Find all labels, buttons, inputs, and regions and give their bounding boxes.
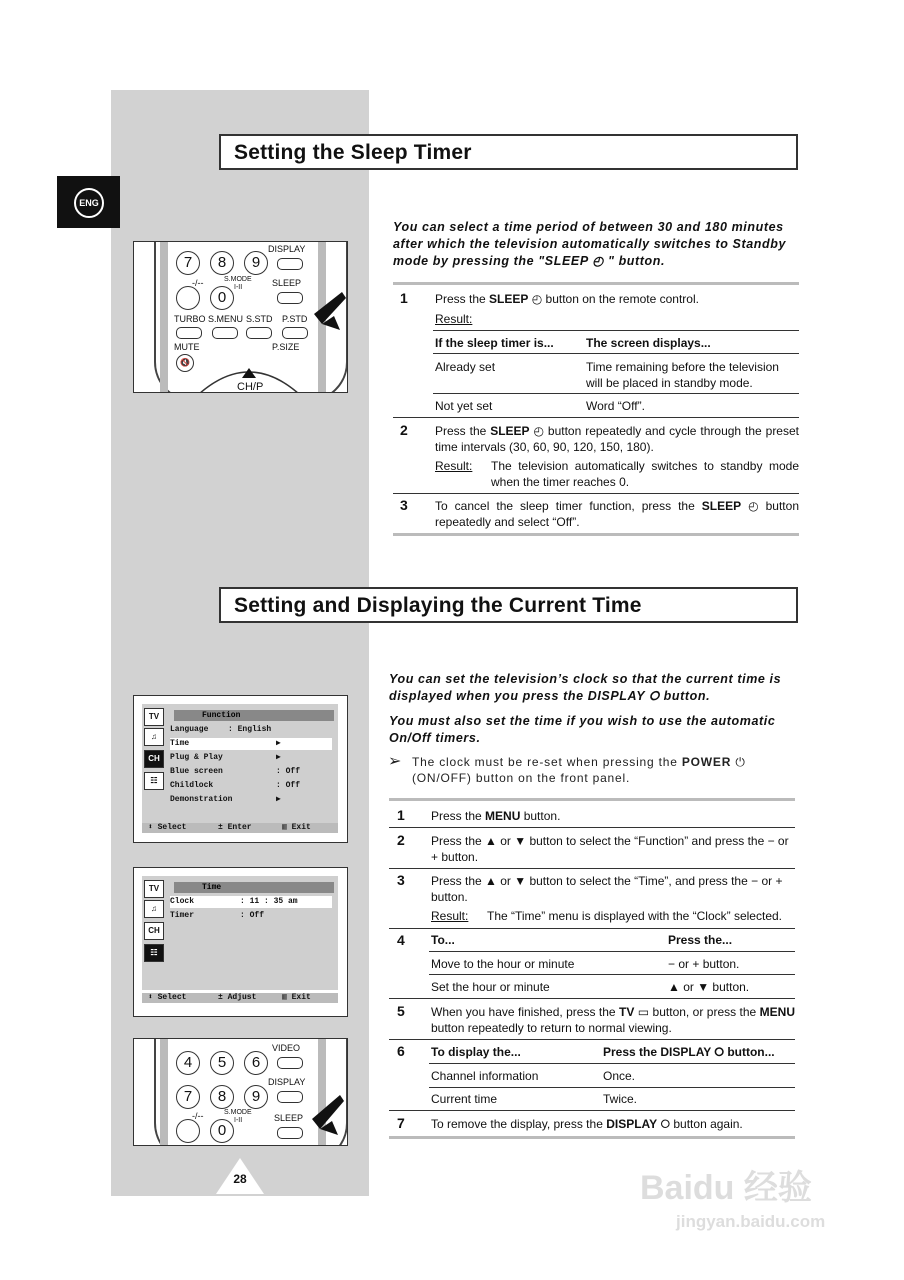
osd-label: Time [170, 739, 190, 748]
text: button repeatedly to return to normal viewing. [431, 1021, 672, 1035]
rule [433, 393, 799, 394]
label-smenu: S.MENU [208, 314, 244, 324]
osd-row [170, 780, 332, 792]
table-cell: Already set [435, 360, 496, 374]
text: ◴ button repeatedly and select “Off”. [435, 499, 799, 529]
text: To remove the display, press the [431, 1117, 607, 1131]
osd-value: ▶ [276, 753, 281, 762]
sleep-button [277, 292, 303, 304]
clock-step7-text [431, 1116, 743, 1132]
table-header-left: To... [431, 933, 455, 947]
osd-footer-exit: ▥ Exit [282, 993, 311, 1002]
step-number: 2 [397, 832, 405, 848]
result-label: Result: [431, 909, 469, 923]
text: ◴ button repeatedly and cycle through the preset time intervals (30, 60, 90, 120, 150, 180). [435, 424, 799, 454]
label-video: VIDEO [272, 1043, 301, 1053]
clock-step3-text: Press the ▲ or ▼ button to select the “Time”, and press the − or + button. [431, 874, 783, 904]
step-number: 6 [397, 1043, 405, 1059]
text: The clock must be re-set when pressing the [412, 755, 682, 769]
table-cell: Twice. [603, 1092, 638, 1106]
rule [389, 998, 795, 999]
clock-note [388, 753, 792, 786]
osd-label: Plug & Play [170, 753, 223, 762]
osd-footer-select: ⬍ Select [148, 823, 187, 832]
osd-title: Function [174, 710, 334, 721]
table-cell: Set the hour or minute [431, 980, 550, 994]
text: ⏻ (ON/OFF) button on the front panel. [412, 755, 746, 785]
table-header-right: Press the DISPLAY ⭘ button... [603, 1045, 775, 1059]
table-cell: ▲ or ▼ button. [668, 980, 750, 994]
osd-screen [142, 704, 338, 824]
key-8: 8 [210, 251, 234, 275]
label-sstd: S.STD [246, 314, 273, 324]
sleep-step3-text [435, 498, 799, 530]
text: Press the [435, 424, 491, 438]
osd-function-menu [133, 695, 348, 843]
sound-icon: ♫ [144, 728, 164, 746]
text: button. [520, 809, 561, 823]
clock-step1-text [431, 808, 560, 824]
turbo-button [176, 327, 202, 339]
tv-icon: TV [144, 708, 164, 726]
label-dash: -/-- [192, 278, 204, 288]
osd-screen [142, 876, 338, 990]
text: ⭘ button again. [657, 1117, 743, 1131]
remote-edge [160, 1039, 168, 1145]
result-label: Result: [435, 312, 473, 326]
rule [433, 353, 799, 354]
step-number: 3 [400, 497, 408, 513]
osd-footer-enter: ± Enter [218, 823, 252, 832]
table-cell: Once. [603, 1069, 636, 1083]
table-cell: − or + button. [668, 957, 740, 971]
osd-row [170, 766, 332, 778]
osd-row [170, 752, 332, 764]
osd-value: : Off [276, 767, 301, 776]
page-number: 28 [233, 1172, 247, 1186]
label-chp: CH/P [237, 381, 264, 393]
label-smode2: I-II [234, 284, 243, 291]
text: ◴ button on the remote control. [528, 292, 699, 306]
osd-footer-exit: ▥ Exit [282, 823, 311, 832]
rule [433, 330, 799, 331]
text-bold: SLEEP [489, 292, 529, 306]
display-button [277, 1091, 303, 1103]
step-number: 5 [397, 1003, 405, 1019]
text-bold: SLEEP [490, 424, 530, 438]
table-cell: Move to the hour or minute [431, 957, 575, 971]
label-psize: P.SIZE [272, 342, 300, 352]
label-turbo: TURBO [174, 314, 206, 324]
osd-footer [142, 993, 338, 1003]
sleep-step2-text [435, 423, 799, 455]
osd-value: : Off [240, 911, 265, 920]
sleep-button [277, 1127, 303, 1139]
key-6: 6 [244, 1051, 268, 1075]
pointer-arrow-icon [310, 1093, 346, 1137]
key-8: 8 [210, 1085, 234, 1109]
osd-value: : Off [276, 781, 301, 790]
page-number-badge [216, 1158, 264, 1194]
rule [393, 282, 799, 285]
rule [389, 928, 795, 929]
text: When you have finished, press the [431, 1005, 620, 1019]
table-cell: Not yet set [435, 399, 493, 413]
osd-footer-adjust: ± Adjust [218, 993, 257, 1002]
text-bold: MENU [759, 1005, 795, 1019]
note-arrow-icon: ➢ [388, 753, 403, 770]
key-0: 0 [210, 1119, 234, 1143]
step-number: 1 [397, 807, 405, 823]
key-7: 7 [176, 1085, 200, 1109]
result-text: The “Time” menu is displayed with the “Clock” selected. [487, 909, 782, 923]
language-label: ENG [74, 188, 104, 218]
pointer-arrow-icon [312, 290, 348, 332]
sound-icon: ♫ [144, 900, 164, 918]
table-cell: Current time [431, 1092, 498, 1106]
key-9: 9 [244, 251, 268, 275]
rule [393, 533, 799, 536]
step-number: 4 [397, 932, 405, 948]
label-sleep: SLEEP [272, 278, 302, 288]
rule [389, 798, 795, 801]
osd-row [170, 794, 332, 806]
label-display: DISPLAY [268, 244, 306, 254]
step-number: 7 [397, 1115, 405, 1131]
channel-icon: CH [144, 922, 164, 940]
sstd-button [246, 327, 272, 339]
osd-footer-select: ⬍ Select [148, 993, 187, 1002]
osd-value: ▶ [276, 739, 281, 748]
sleep-intro: You can select a time period of between 30 and 180 minutes after which the television automatically switches to Standby mode by pressing the "SLEEP ◴ " button. [393, 220, 787, 268]
osd-label: Demonstration [170, 795, 233, 804]
tv-icon: TV [144, 880, 164, 898]
label-display: DISPLAY [268, 1077, 306, 1087]
rule [389, 868, 795, 869]
label-mute: MUTE [174, 342, 200, 352]
text: Press the [431, 809, 486, 823]
watermark-brand: Baidu 经验 [640, 1169, 812, 1207]
text: Press the [435, 292, 490, 306]
label-sleep: SLEEP [274, 1113, 304, 1123]
clock-intro-1: You can set the television’s clock so that the current time is displayed when you press the DISPLAY ⭘ button. [389, 672, 782, 703]
label-dash: -/-- [192, 1111, 204, 1121]
table-cell: Channel information [431, 1069, 539, 1083]
dash-button [176, 1119, 200, 1143]
osd-footer [142, 823, 338, 833]
table-cell: Word “Off”. [586, 399, 645, 413]
table-header-left: To display the... [431, 1045, 521, 1059]
osd-label: Language [170, 725, 209, 734]
key-0: 0 [210, 286, 234, 310]
text-bold: DISPLAY [606, 1117, 658, 1131]
label-smode: S.MODE [224, 1109, 252, 1116]
table-header-right: The screen displays... [586, 336, 711, 350]
step-number: 2 [400, 422, 408, 438]
osd-row [170, 724, 332, 736]
text: ▭ button, or press the [634, 1005, 760, 1019]
label-smode2: I-II [234, 1117, 243, 1124]
rule [429, 1087, 795, 1088]
rule [393, 493, 799, 494]
osd-value: : English [228, 725, 272, 734]
display-button [277, 258, 303, 270]
result-text: The television automatically switches to standby mode when the timer reaches 0. [491, 459, 799, 489]
rule [429, 951, 795, 952]
clock-step5-text [431, 1004, 795, 1036]
osd-row-selected [170, 896, 332, 908]
language-tab [57, 176, 120, 228]
remote-illustration-2 [133, 1038, 348, 1146]
key-4: 4 [176, 1051, 200, 1075]
function-icon: ☷ [144, 772, 164, 790]
rule [429, 974, 795, 975]
step-number: 1 [400, 290, 408, 306]
text-bold: POWER [681, 755, 732, 769]
key-9: 9 [244, 1085, 268, 1109]
section-title-clock: Setting and Displaying the Current Time [219, 587, 798, 623]
osd-label: Timer [170, 911, 195, 920]
osd-time-menu [133, 867, 348, 1017]
function-icon: ☷ [144, 944, 164, 962]
dash-button [176, 286, 200, 310]
rule [389, 827, 795, 828]
clock-intro-2: You must also set the time if you wish to use the automatic On/Off timers. [389, 714, 776, 745]
table-header-left: If the sleep timer is... [435, 336, 554, 350]
osd-value: ▶ [276, 795, 281, 804]
video-button [277, 1057, 303, 1069]
step-number: 3 [397, 872, 405, 888]
clock-step2-text: Press the ▲ or ▼ button to select the “Function” and press the − or + button. [431, 834, 789, 864]
rule [389, 1039, 795, 1040]
rule [389, 1136, 795, 1139]
label-smode: S.MODE [224, 276, 252, 283]
rule [389, 1110, 795, 1111]
osd-value: : 11 : 35 am [240, 897, 298, 906]
remote-edge [160, 242, 168, 392]
mute-icon: 🔇 [176, 354, 194, 372]
channel-icon: CH [144, 750, 164, 768]
osd-title: Time [174, 882, 334, 893]
section-title-sleep: Setting the Sleep Timer [219, 134, 798, 170]
text-bold: SLEEP [701, 499, 742, 513]
result-label: Result: [435, 459, 473, 473]
osd-row [170, 910, 332, 922]
rule [429, 1063, 795, 1064]
osd-label: Childlock [170, 781, 214, 790]
osd-row-selected [170, 738, 332, 750]
text-bold: TV [619, 1005, 635, 1019]
remote-illustration-1 [133, 241, 348, 393]
smenu-button [212, 327, 238, 339]
key-7: 7 [176, 251, 200, 275]
pstd-button [282, 327, 308, 339]
table-header-right: Press the... [668, 933, 733, 947]
table-cell: Time remaining before the television will be placed in standby mode. [586, 360, 779, 390]
label-pstd: P.STD [282, 314, 308, 324]
text-bold: MENU [485, 809, 521, 823]
osd-label: Clock [170, 897, 195, 906]
key-5: 5 [210, 1051, 234, 1075]
text: To cancel the sleep timer function, press the [435, 499, 702, 513]
osd-label: Blue screen [170, 767, 223, 776]
rule [393, 417, 799, 418]
watermark-url: jingyan.baidu.com [676, 1212, 826, 1231]
sleep-step1-text [435, 291, 799, 307]
